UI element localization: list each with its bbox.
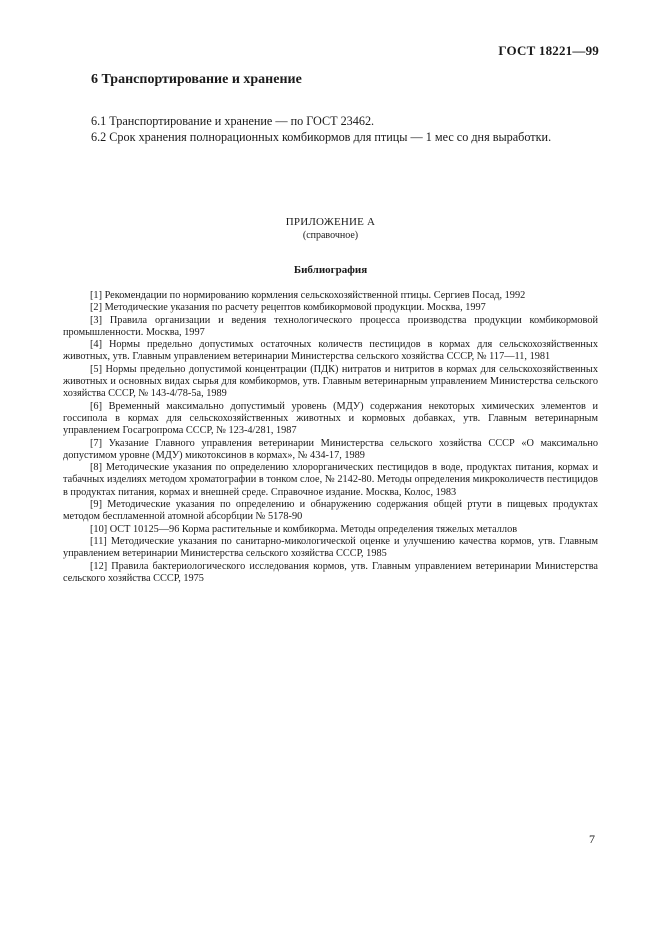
bibliography-entry: [11] Методические указания по санитарно-микологической оценке и улучшению качества кормов, утв. Главным управлением ветеринарии Министерства сельского хозяйства СССР, 1985 xyxy=(63,535,598,560)
bibliography-entry: [3] Правила организации и ведения технологического процесса производства продукции комбикормовой промышленности. Москва, 1997 xyxy=(63,314,598,338)
appendix-heading xyxy=(0,216,661,242)
bibliography-entry: [7] Указание Главного управления ветеринарии Министерства сельского хозяйства СССР «О максимально допустимом уровне (МДУ) микотоксинов в кормах», № 434-17, 1989 xyxy=(63,437,598,461)
bibliography-entry: [2] Методические указания по расчету рецептов комбикормовой продукции. Москва, 1997 xyxy=(90,302,486,314)
bibliography-entry: [1] Рекомендации по нормированию кормления сельскохозяйственной птицы. Сергиев Посад, 1992 xyxy=(90,290,526,301)
bibliography-entry: [10] ОСТ 10125—96 Корма растительные и комбикорма. Методы определения тяжелых металлов xyxy=(90,523,518,535)
document-code: ГОСТ 18221—99 xyxy=(498,43,599,58)
bibliography-entry: [4] Нормы предельно допустимых остаточных количеств пестицидов в кормах для сельскохозяйственных животных, утв. Главным управлением ветеринарии Министерства сельского хозяйства СССР, № 117—11, 1981 xyxy=(63,339,598,363)
section-title: 6 Транспортирование и хранение xyxy=(91,72,302,87)
appendix-subtitle: (справочное) xyxy=(302,230,359,241)
bibliography-entry: [8] Методические указания по определению хлорорганических пестицидов в воде, продуктах питания, кормах и табачных изделиях методом хроматографии в тонком слое, № 2142-80. Методы определения микроколичеств пестицидов в продуктах питания, кормах и внешней среде. Справочное издание. Москва, Колос, 1983 xyxy=(63,462,598,498)
bibliography-title: Библиография xyxy=(293,264,368,276)
page-number: 7 xyxy=(589,832,595,846)
bibliography-entry: [6] Временный максимально допустимый уровень (МДУ) содержания некоторых химических элементов и госсипола в кормах для сельскохозяйственных животных и кормовых добавках, утв. Главным ветеринарным управлением Госагропрома СССР, № 123-4/281, 1987 xyxy=(63,400,598,437)
bibliography-entry: [9] Методические указания по определению и обнаружению содержания общей ртути в пищевых продуктах методом беспламенной атомной абсорбции № 5178-90 xyxy=(63,499,598,523)
appendix-title: ПРИЛОЖЕНИЕ А xyxy=(285,216,376,228)
bibliography-list xyxy=(63,290,598,585)
section-item: 6.1 Транспортирование и хранение — по ГОСТ 23462. xyxy=(91,114,375,128)
section-item: 6.2 Срок хранения полнорационных комбикормов для птицы — 1 мес со дня выработки. xyxy=(91,130,552,144)
section-items xyxy=(91,113,611,145)
bibliography-entry: [5] Нормы предельно допустимой концентрации (ПДК) нитратов и нитритов в кормах для сельскохозяйственных животных и основных видах сырья для комбикормов, утв. Главным ветеринарным управлением Министерства сельского хозяйства СССР, № 143-4/78-5а, 1989 xyxy=(63,363,598,400)
bibliography-entry: [12] Правила бактериологического исследования кормов, утв. Главным управлением ветеринарии Министерства сельского хозяйства СССР, 1975 xyxy=(63,560,598,584)
